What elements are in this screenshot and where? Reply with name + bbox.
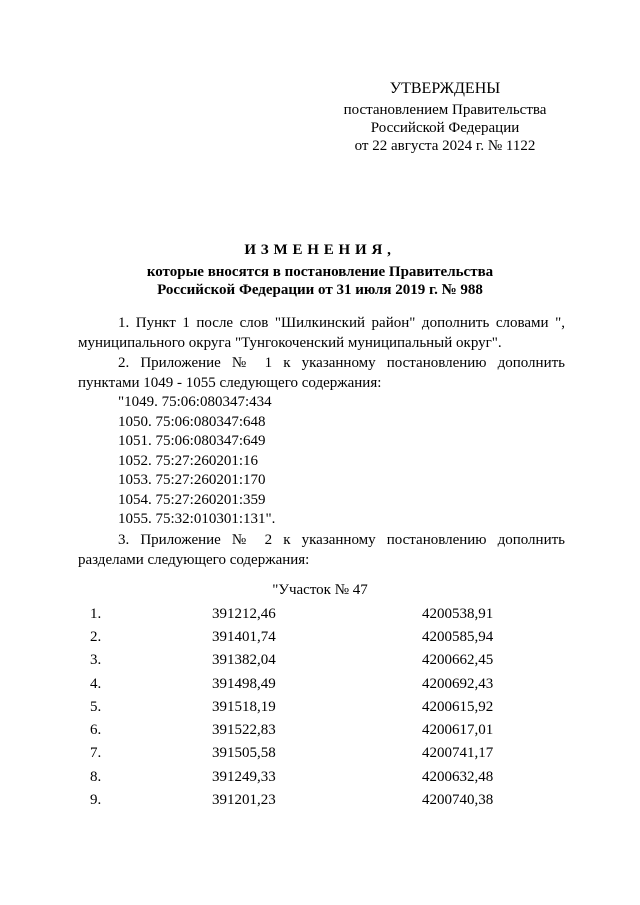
- coordinate-y: 4200632,48: [422, 768, 494, 785]
- table-row: [78, 765, 565, 788]
- table-row: [78, 602, 565, 625]
- point-number: 7.: [90, 745, 102, 762]
- document-subtitle-line-1: которые вносятся в постановление Правительства: [146, 264, 494, 280]
- list-item: 1055. 75:32:010301:131".: [118, 511, 276, 527]
- coordinate-y: 4200740,38: [422, 792, 494, 809]
- paragraph-1: 1. Пункт 1 после слов "Шилкинский район" дополнить словами ", муниципального округа "Тунгокоченский муниципальный округ".: [78, 315, 565, 351]
- table-row: [78, 788, 565, 811]
- coordinate-y: 4200741,17: [422, 745, 494, 762]
- table-row: [78, 672, 565, 695]
- point-number: 9.: [90, 792, 102, 809]
- point-number: 8.: [90, 768, 102, 785]
- section-title: "Участок № 47: [272, 582, 368, 598]
- table-row: [78, 742, 565, 765]
- coordinate-y: 4200617,01: [422, 722, 494, 739]
- table-row: [78, 718, 565, 741]
- coordinate-x: 391249,33: [212, 768, 276, 785]
- point-number: 2.: [90, 628, 102, 645]
- point-number: 5.: [90, 698, 102, 715]
- approval-block: [330, 80, 560, 155]
- list-item: "1049. 75:06:080347:434: [118, 394, 272, 410]
- approval-line-1: постановлением Правительства: [343, 102, 547, 118]
- table-row: [78, 695, 565, 718]
- approval-line-3: от 22 августа 2024 г. № 1122: [354, 138, 536, 154]
- coordinate-x: 391382,04: [212, 652, 276, 669]
- approval-line-2: Российской Федерации: [370, 120, 520, 136]
- coordinate-x: 391518,19: [212, 698, 276, 715]
- approval-heading: УТВЕРЖДЕНЫ: [389, 80, 501, 97]
- point-number: 4.: [90, 675, 102, 692]
- paragraph-2: 2. Приложение № 1 к указанному постановлению дополнить пунктами 1049 - 1055 следующего содержания:: [78, 355, 565, 391]
- coordinate-x: 391212,46: [212, 605, 276, 622]
- table-row: [78, 649, 565, 672]
- coordinate-y: 4200662,45: [422, 652, 494, 669]
- coordinate-y: 4200538,91: [422, 605, 494, 622]
- coordinate-y: 4200692,43: [422, 675, 494, 692]
- coordinate-x: 391505,58: [212, 745, 276, 762]
- document-subtitle-line-2: Российской Федерации от 31 июля 2019 г. № 988: [157, 282, 483, 298]
- coordinates-table: [78, 602, 565, 812]
- point-number: 3.: [90, 652, 102, 669]
- coordinate-x: 391201,23: [212, 792, 276, 809]
- table-row: [78, 625, 565, 648]
- list-item: 1054. 75:27:260201:359: [118, 491, 266, 508]
- coordinate-y: 4200585,94: [422, 628, 494, 645]
- coordinate-x: 391498,49: [212, 675, 276, 692]
- point-number: 6.: [90, 722, 102, 739]
- list-item: 1051. 75:06:080347:649: [118, 433, 266, 449]
- document-title: ИЗМЕНЕНИЯ,: [244, 242, 396, 258]
- list-item: 1052. 75:27:260201:16: [118, 452, 259, 469]
- paragraph-3: 3. Приложение № 2 к указанному постановлению дополнить разделами следующего содержания:: [78, 531, 565, 568]
- coordinate-x: 391522,83: [212, 722, 276, 739]
- list-item: 1050. 75:06:080347:648: [118, 413, 266, 430]
- point-number: 1.: [90, 605, 102, 622]
- document-body: [78, 313, 565, 570]
- coordinate-x: 391401,74: [212, 628, 276, 645]
- list-item: 1053. 75:27:260201:170: [118, 472, 266, 488]
- coordinate-y: 4200615,92: [422, 698, 494, 715]
